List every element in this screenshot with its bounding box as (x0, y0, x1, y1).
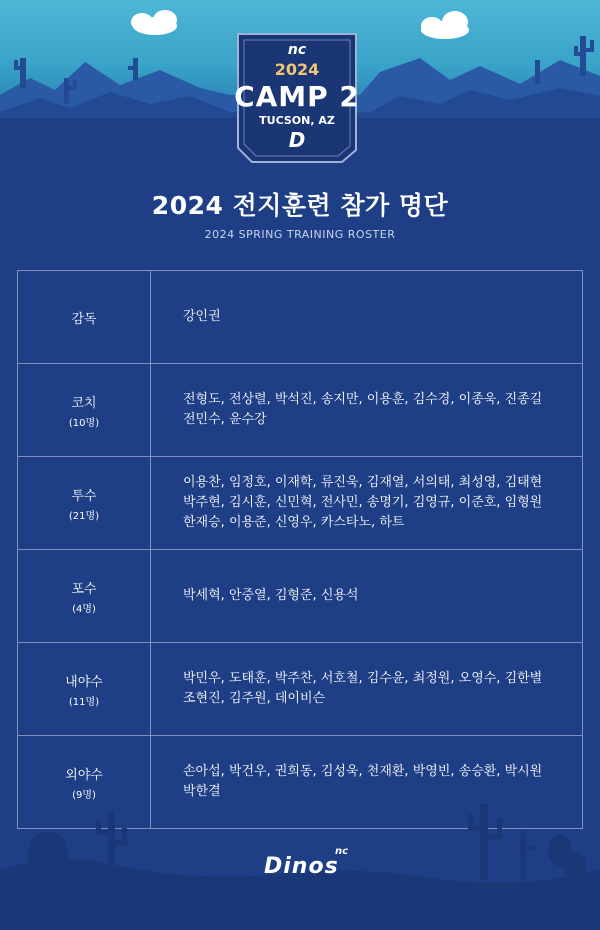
logo-year: 2024 (274, 60, 320, 79)
page-subtitle: 2024 SPRING TRAINING ROSTER (204, 228, 396, 241)
logo-camp: CAMP 2 (234, 80, 360, 113)
names-line: 손아섭, 박건우, 권희동, 김성욱, 천재환, 박영빈, 송승환, 박시원 (183, 764, 543, 779)
camp-logo (232, 30, 362, 165)
names-cell (151, 550, 583, 643)
logo-emblem: D (288, 128, 306, 152)
names-line: 박한결 (183, 784, 221, 799)
names-line: 이용찬, 임정호, 이재학, 류진욱, 김재열, 서의태, 최성영, 김태현 (183, 475, 543, 490)
role-cell (18, 550, 151, 643)
role-cell (18, 643, 151, 736)
roster-row (18, 550, 583, 643)
names-cell (151, 457, 583, 550)
role-count: (21명) (68, 510, 100, 522)
role-count: (9명) (72, 789, 96, 801)
names-line: 전형도, 전상렬, 박석진, 송지만, 이용훈, 김수경, 이종욱, 진종길 (183, 392, 543, 407)
brand-name: Dinos (264, 854, 339, 879)
dinos-logo (264, 846, 350, 884)
brand-mark: nc (334, 846, 348, 857)
roster-row (18, 364, 583, 457)
names-line: 박민우, 도태훈, 박주찬, 서호철, 김수윤, 최정원, 오영수, 김한별 (183, 671, 543, 686)
logo-location: TUCSON, AZ (259, 114, 335, 127)
names-line: 박주현, 김시훈, 신민혁, 전사민, 송명기, 김영규, 이준호, 임형원 (183, 495, 543, 510)
role-cell (18, 364, 151, 457)
names-line: 박세혁, 안중열, 김형준, 신용석 (183, 588, 359, 603)
names-cell (151, 643, 583, 736)
page-title: 2024 전지훈련 참가 명단 (151, 191, 449, 220)
roster-row (18, 457, 583, 550)
role-cell (18, 457, 151, 550)
names-line: 한재승, 이용준, 신영우, 카스타노, 하트 (183, 515, 405, 530)
role-count: (10명) (68, 417, 100, 429)
names-cell (151, 271, 583, 364)
roster-row (18, 271, 583, 364)
role-name: 투수 (71, 488, 97, 504)
role-count: (11명) (68, 696, 100, 708)
role-name: 외야수 (65, 767, 103, 783)
logo-brand-mark: nc (287, 42, 307, 58)
names-cell (151, 364, 583, 457)
role-count: (4명) (72, 603, 96, 615)
roster-row (18, 643, 583, 736)
role-cell (18, 271, 151, 364)
names-line: 전민수, 윤수강 (183, 412, 267, 427)
roster-table (17, 270, 583, 829)
role-name: 감독 (71, 311, 97, 327)
names-line: 조현진, 김주원, 데이비슨 (183, 691, 326, 706)
names-line: 강인권 (183, 309, 221, 324)
role-name: 내야수 (65, 674, 103, 690)
role-name: 포수 (71, 581, 97, 597)
role-name: 코치 (71, 395, 97, 411)
